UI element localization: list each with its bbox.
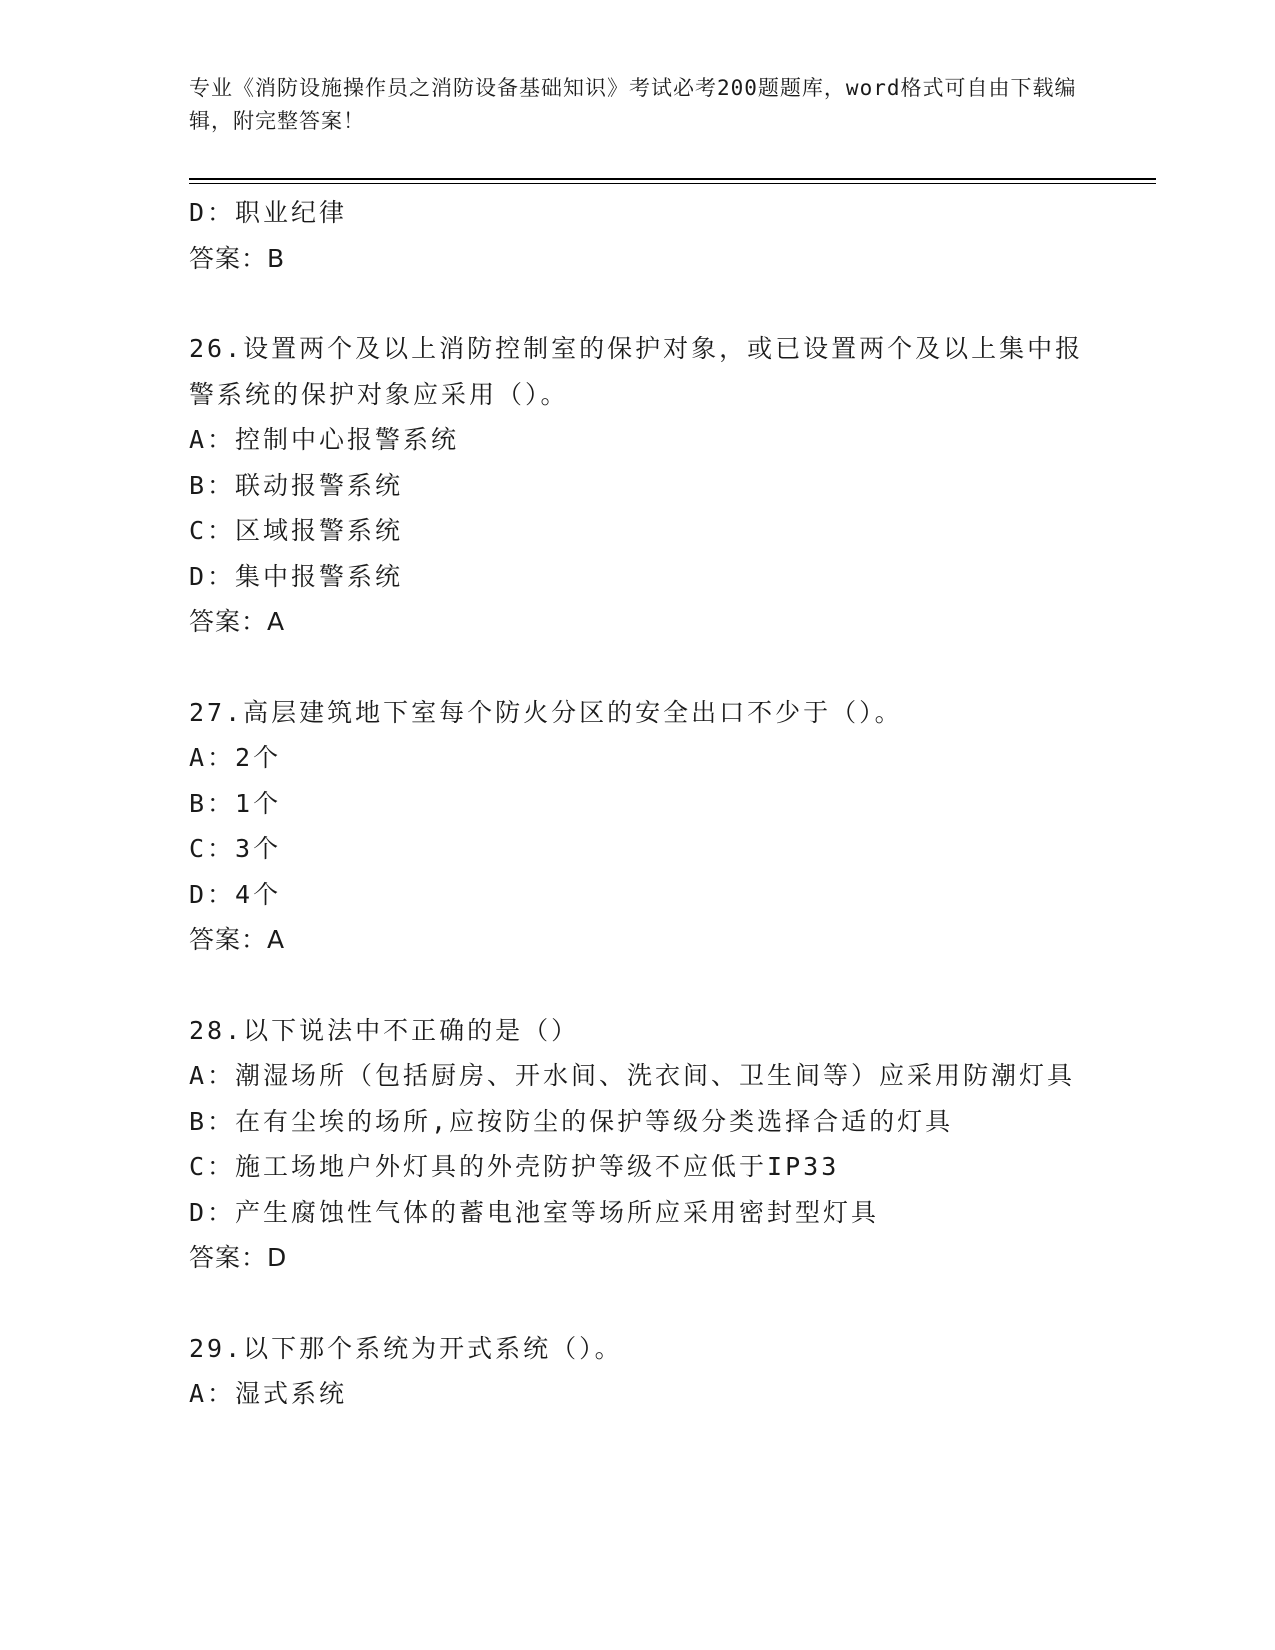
question-stem: 29.以下那个系统为开式系统（）。 — [189, 1333, 623, 1363]
option-c: C：区域报警系统 — [189, 516, 404, 545]
spacer — [189, 645, 1089, 690]
option-d: D：4个 — [189, 879, 282, 909]
option-d: D：产生腐蚀性气体的蓄电池室等场所应采用密封型灯具 — [189, 1197, 880, 1227]
answer-line: 答案：B — [189, 243, 286, 273]
answer-line: 答案：D — [189, 1243, 288, 1272]
answer-line: 答案：A — [189, 607, 286, 636]
question-stem: 28.以下说法中不正确的是（） — [189, 1015, 580, 1045]
question-stem: 26.设置两个及以上消防控制室的保护对象，或已设置两个及以上集中报警系统的保护对象应采用（）。 — [189, 334, 1084, 409]
question-stem: 27.高层建筑地下室每个防火分区的安全出口不少于（）。 — [189, 697, 903, 727]
header-divider-thin — [189, 183, 1156, 184]
option-d: D：集中报警系统 — [189, 561, 404, 591]
option-a: A：控制中心报警系统 — [189, 425, 460, 454]
question-26 — [189, 326, 1089, 645]
spacer — [189, 1281, 1089, 1326]
document-header — [189, 72, 1089, 138]
previous-question-tail — [189, 190, 1089, 281]
option-a: A：湿式系统 — [189, 1379, 348, 1408]
option-b: B：1个 — [189, 788, 282, 818]
option-c: C：施工场地户外灯具的外壳防护等级不应低于IP33 — [189, 1152, 840, 1181]
option-c: C：3个 — [189, 834, 282, 863]
option-b: B：联动报警系统 — [189, 470, 404, 500]
question-28 — [189, 1008, 1089, 1281]
spacer — [189, 281, 1089, 326]
option-d: D：职业纪律 — [189, 198, 348, 227]
question-list — [189, 190, 1089, 1417]
option-a: A：潮湿场所（包括厨房、开水间、洗衣间、卫生间等）应采用防潮灯具 — [189, 1061, 1076, 1090]
question-29 — [189, 1326, 1089, 1417]
answer-line: 答案：A — [189, 925, 286, 954]
header-text: 专业《消防设施操作员之消防设备基础知识》考试必考200题题库，word格式可自由下载编辑，附完整答案！ — [189, 76, 1077, 133]
option-a: A：2个 — [189, 743, 282, 772]
header-divider-thick — [189, 178, 1156, 180]
question-27 — [189, 690, 1089, 963]
spacer — [189, 963, 1089, 1008]
option-b: B：在有尘埃的场所,应按防尘的保护等级分类选择合适的灯具 — [189, 1106, 954, 1136]
